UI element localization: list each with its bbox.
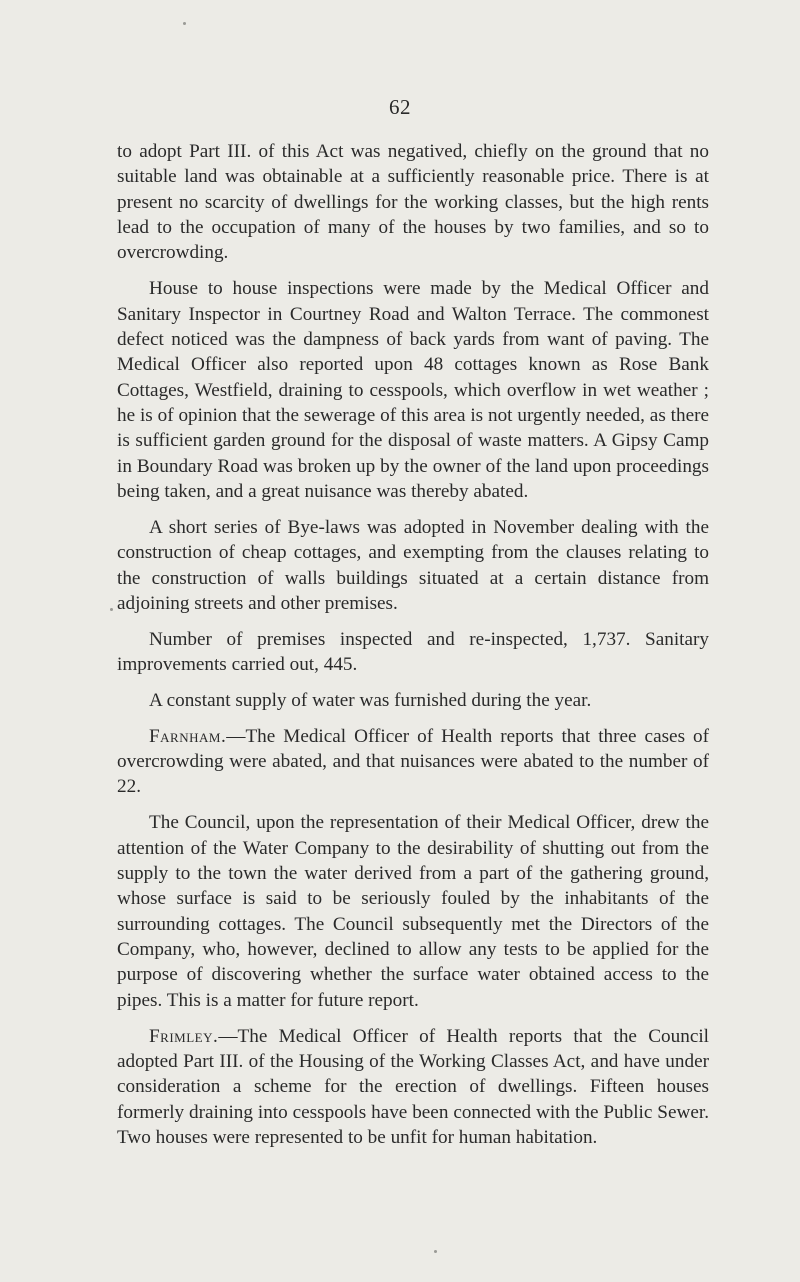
paragraph-premises-inspected: Number of premises inspected and re-inspected, 1,737. Sanitary improvements carried out, 445. (117, 628, 709, 676)
paragraph-part-iii-negatived: to adopt Part III. of this Act was negatived, chiefly on the ground that no suitable land was obtainable at a sufficiently reasonable price. There is at present no scarcity of dwellings for the working classes, but the high rents lead to the occupation of many of the houses by two families, and so to overcrowding. (117, 141, 709, 264)
scan-speck (110, 608, 113, 611)
farnham-heading: Farnham. (149, 725, 227, 747)
farnham-text: —The Medical Officer of Health reports that three cases of overcrowding were abated, and that nuisances were abated to the number of 22. (117, 725, 709, 798)
scan-speck (434, 1250, 437, 1253)
paragraph-farnham (117, 724, 709, 800)
page-number: 62 (389, 95, 411, 119)
frimley-heading: Frimley. (149, 1025, 219, 1047)
frimley-text: —The Medical Officer of Health reports that the Council adopted Part III. of the Housing of the Working Classes Act, and have under consideration a scheme for the erection of dwellings. Fifteen houses formerly draining into cesspools have been connected with the Public Sewer. Two houses were represented to be unfit for human habitation. (117, 1025, 709, 1148)
paragraph-frimley (117, 1024, 709, 1151)
paragraph-water-supply: A constant supply of water was furnished during the year. (149, 689, 592, 711)
body-text (117, 139, 709, 1161)
paragraph-council-water-company: The Council, upon the representation of their Medical Officer, drew the attention of the Water Company to the desirability of shutting out from the supply to the town the water derived from a part of the gathering ground, whose surface is said to be seriously fouled by the inhabitants of the surrounding cottages. The Council subsequently met the Directors of the Company, who, however, declined to allow any tests to be applied for the purpose of discovering whether the surface water obtained access to the pipes. This is a matter for future report. (117, 812, 709, 1011)
scan-speck (183, 22, 186, 25)
paragraph-house-inspections: House to house inspections were made by the Medical Officer and Sanitary Inspector in Courtney Road and Walton Terrace. The commonest defect noticed was the dampness of back yards from want of paving. The Medical Officer also reported upon 48 cottages known as Rose Bank Cottages, Westfield, draining to cesspools, which overflow in wet weather ; he is of opinion that the sewerage of this area is not urgently needed, as there is sufficient garden ground for the disposal of waste matters. A Gipsy Camp in Boundary Road was broken up by the owner of the land upon proceedings being taken, and a great nuisance was thereby abated. (117, 278, 709, 502)
paragraph-bye-laws: A short series of Bye-laws was adopted in November dealing with the construction of cheap cottages, and exempting from the clauses relating to the construction of walls buildings situated at a certain distance from adjoining streets and other premises. (117, 516, 709, 614)
